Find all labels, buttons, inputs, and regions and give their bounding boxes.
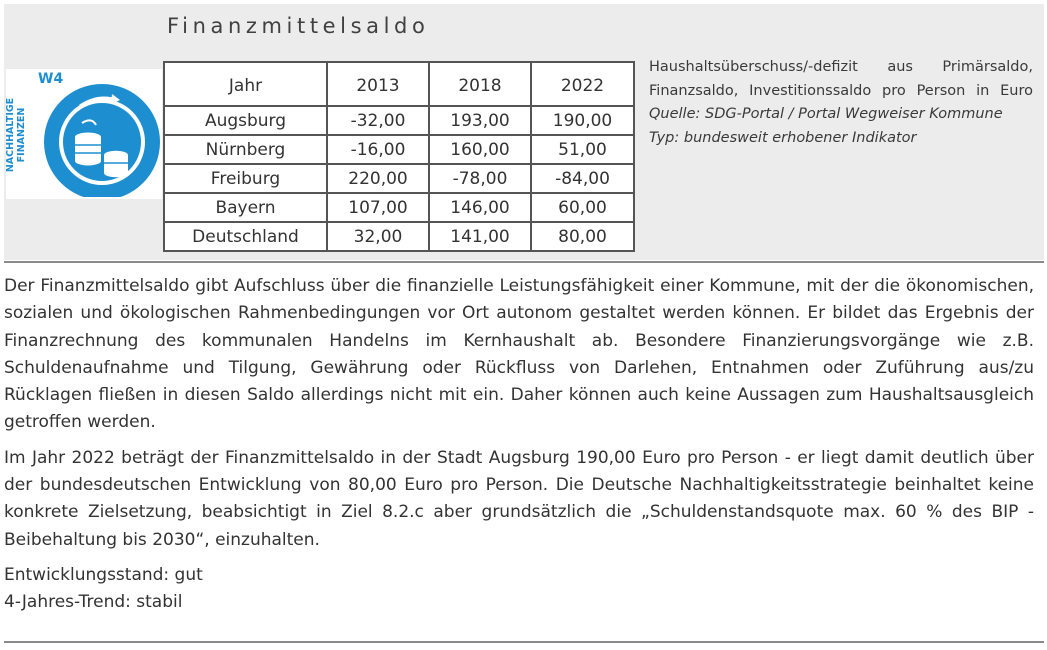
table-row [164,222,634,251]
paragraph-definition: Der Finanzmittelsaldo gibt Aufschluss über die finanzielle Leistungsfähigkeit einer Kommune, mit der die ökonomischen, sozialen und ökologischen Rahmenbedingungen vor Ort autonom gestaltet werden können. Er bildet das Ergebnis der Finanzrechnung des kommunalen Handelns im Kernhaushalt ab. Besondere Finanzierungsvorgänge wie z.B. Schuldenaufnahme und Tilgung, Gewährung oder Rückfluss von Darlehen, Entnahmen oder Zuführung aus/zu Rücklagen fließen in diesen Saldo allerdings nicht mit ein. Daher können auch keine Aussagen zum Haushaltsausgleich getroffen werden. [4,276,1034,433]
source-note: Quelle: SDG-Portal / Portal Wegweiser Kommune [649,106,1003,122]
table-cell: 220,00 [327,164,429,193]
page-title: Finanzmittelsaldo [167,14,430,38]
column-header: 2018 [429,62,531,106]
table-cell: 80,00 [531,222,634,251]
column-header: Jahr [164,62,327,106]
divider-top [4,261,1044,263]
table-cell: 193,00 [429,106,531,135]
sdg-logo [6,69,162,199]
logo-text [5,85,35,185]
status-block [4,562,1034,617]
type-note: Typ: bundesweit erhobener Indikator [649,129,917,146]
paragraph-assessment: Im Jahr 2022 beträgt der Finanzmittelsaldo in der Stadt Augsburg 190,00 Euro pro Person - er liegt damit deutlich über der bundesdeutschen Entwicklung von 80,00 Euro pro Person. Die Deutsche Nachhaltigkeitsstrategie beinhaltet keine konkrete Zielsetzung, beabsichtigt in Ziel 8.2.c aber grundsätzlich die „Schuldenstandsquote max. 60 % des BIP - Beibehaltung bis 2030“, einzuhalten. [4,447,1034,550]
table-cell: 146,00 [429,193,531,222]
coins-cycle-icon [36,79,160,197]
table-cell: 51,00 [531,135,634,164]
column-header: 2013 [327,62,429,106]
indicator-description [649,56,1033,150]
table-cell: 32,00 [327,222,429,251]
table-cell: -84,00 [531,164,634,193]
row-label: Bayern [164,193,327,222]
description-line: Haushaltsüberschuss/-defizit aus Primärsaldo, [649,59,1033,75]
table-cell: 107,00 [327,193,429,222]
table-row [164,135,634,164]
divider-bottom [4,641,1044,643]
column-header: 2022 [531,62,634,106]
table-row [164,164,634,193]
row-label: Augsburg [164,106,327,135]
table-row [164,193,634,222]
body-text [4,273,1034,617]
table-header-row [164,62,634,106]
logo-text-line1: NACHHALTIGE [5,97,16,173]
table-cell: 190,00 [531,106,634,135]
table-cell: 141,00 [429,222,531,251]
row-label: Deutschland [164,222,327,251]
description-line: Finanzsaldo, Investitionssaldo pro Person in Euro [649,82,1033,99]
trend-status: 4-Jahres-Trend: stabil [4,592,183,613]
row-label: Nürnberg [164,135,327,164]
table-cell: -32,00 [327,106,429,135]
table-cell: 160,00 [429,135,531,164]
row-label: Freiburg [164,164,327,193]
table-row [164,106,634,135]
logo-code: W4 [38,71,64,87]
table-cell: 60,00 [531,193,634,222]
table-cell: -78,00 [429,164,531,193]
logo-text-line2: FINANZEN [16,107,27,163]
development-status: Entwicklungsstand: gut [4,564,203,585]
data-table [163,61,635,252]
table-cell: -16,00 [327,135,429,164]
